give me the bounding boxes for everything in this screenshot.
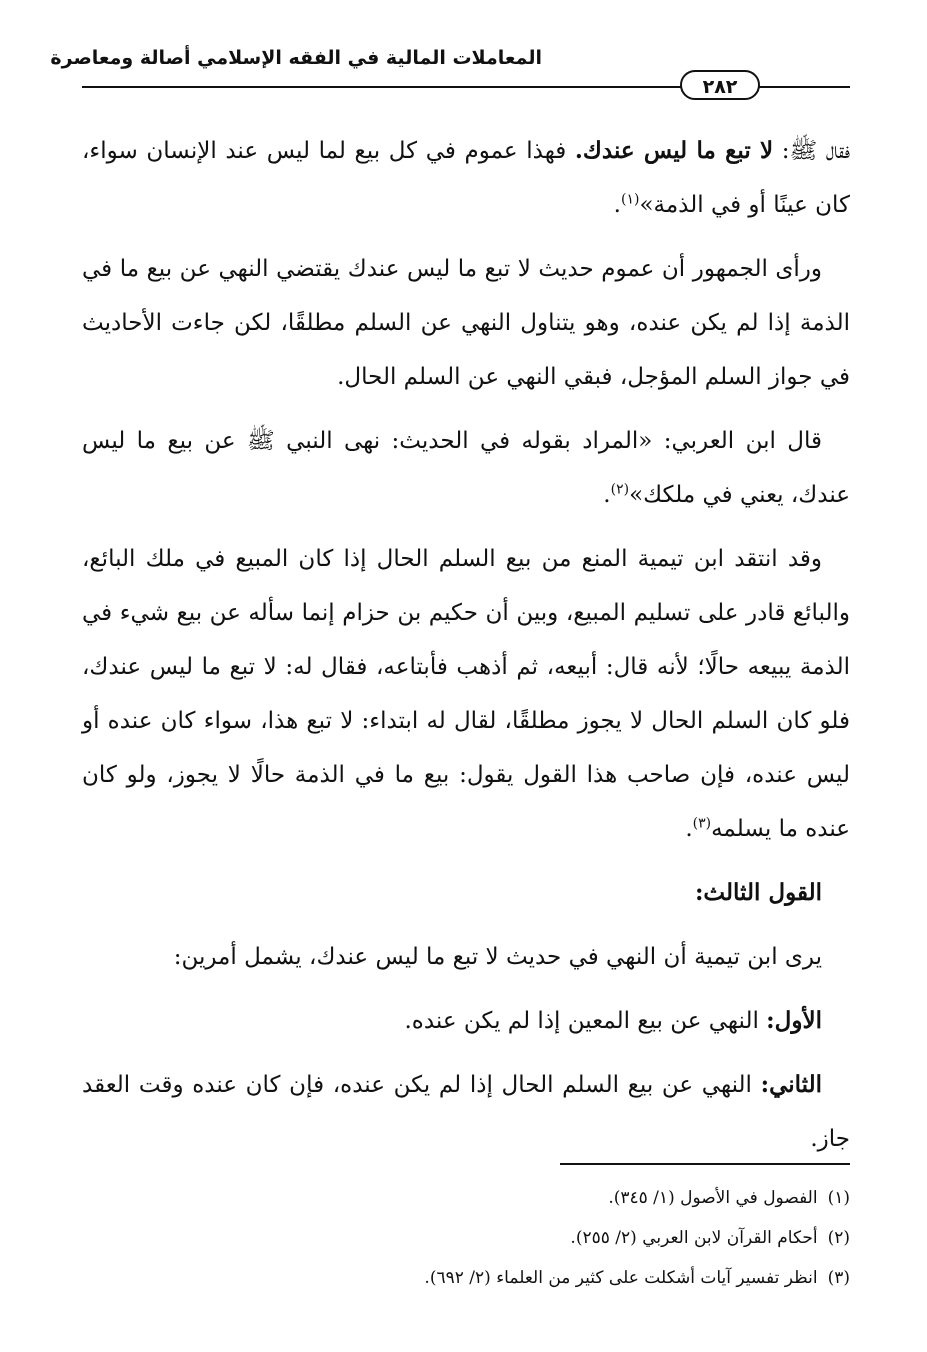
footnote-text: أحكام القرآن لابن العربي (٢/ ٢٥٥). — [570, 1228, 818, 1248]
footnote-number: (١) — [827, 1188, 850, 1208]
paragraph-2: ورأى الجمهور أن عموم حديث لا تبع ما ليس عندك يقتضي النهي عن بيع ما في الذمة إذا لم يكن عنده، وهو يتناول النهي عن السلم مطلقًا، لكن جاءت الأحاديث في جواز السلم المؤجل، فبقي النهي عن السلم الحال. — [82, 256, 850, 390]
footnote-number: (٢) — [827, 1228, 850, 1248]
footnote-1 — [82, 1178, 850, 1218]
second-text: النهي عن بيع السلم الحال إذا لم يكن عنده، فإن كان عنده وقت العقد جاز. — [82, 1072, 850, 1152]
paragraph-5: يرى ابن تيمية أن النهي في حديث لا تبع ما ليس عندك، يشمل أمرين: — [173, 944, 822, 970]
section-heading: القول الثالث: — [694, 879, 822, 906]
paragraph-3 — [82, 414, 850, 522]
footnote-number: (٣) — [827, 1268, 850, 1288]
paragraph-4-text: وقد انتقد ابن تيمية المنع من بيع السلم الحال إذا كان المبيع في ملك البائع، والبائع قادر على تسليم المبيع، وبين أن حكيم بن حزام إنما سأله عن بيع شيء في الذمة يبيعه حالًا؛ لأنه قال: أبيعه، ثم أذهب فأبتاعه، فقال له: لا تبع ما ليس عندك، فلو كان السلم الحال لا يجوز مطلقًا، لقال له ابتداء: لا تبع هذا، سواء كان عنده أو ليس عنده، فإن صاحب هذا القول يقول: بيع ما في الذمة حالًا لا يجوز، ولو كان عنده ما يسلمه — [82, 546, 850, 842]
footnotes — [82, 1178, 850, 1298]
paragraph-1-end: . — [613, 192, 621, 218]
paragraph-1-rest: فهذا عموم في كل بيع لما ليس عند الإنسان سواء، كان عينًا أو في الذمة» — [82, 138, 850, 218]
footnote-ref-3[interactable]: (٣) — [692, 815, 712, 832]
footnote-ref-2[interactable]: (٢) — [610, 481, 630, 498]
first-text: النهي عن بيع المعين إذا لم يكن عنده. — [404, 1008, 767, 1034]
footnote-2 — [82, 1218, 850, 1258]
paragraph-1 — [82, 124, 850, 232]
paragraph-3-end: . — [603, 482, 611, 508]
first-label: الأول: — [766, 1007, 822, 1034]
paragraph-7 — [82, 1058, 850, 1166]
paragraph-1-lead: فقال ﷺ: — [773, 138, 850, 164]
paragraph-4 — [82, 532, 850, 856]
page-number: ٢٨٢ — [680, 70, 760, 100]
paragraph-6 — [82, 994, 850, 1048]
body-text — [82, 124, 850, 1176]
footnote-rule — [560, 1163, 850, 1165]
footnote-text: انظر تفسير آيات أشكلت على كثير من العلماء (٢/ ٦٩٢). — [424, 1268, 818, 1288]
running-title: المعاملات المالية في الفقه الإسلامي أصالة ومعاصرة — [50, 47, 542, 69]
hadith-quote: لا تبع ما ليس عندك. — [574, 137, 774, 164]
footnote-3 — [82, 1258, 850, 1298]
footnote-text: الفصول في الأصول (١/ ٣٤٥). — [608, 1188, 818, 1208]
footnote-ref-1[interactable]: (١) — [620, 191, 640, 208]
paragraph-3-text: قال ابن العربي: «المراد بقوله في الحديث: نهى النبي ﷺ عن بيع ما ليس عندك، يعني في ملكك» — [82, 428, 850, 508]
second-label: الثاني: — [760, 1071, 822, 1098]
paragraph-4-end: . — [685, 816, 693, 842]
